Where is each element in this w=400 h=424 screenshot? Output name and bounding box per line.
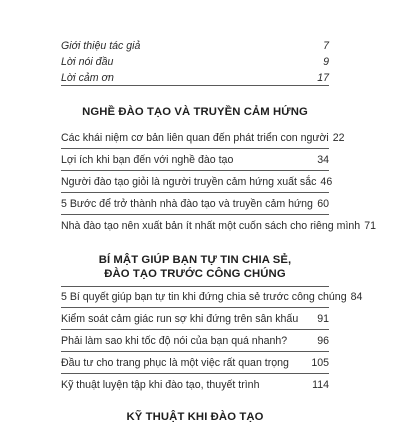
divider [61,192,329,193]
toc-entry-title: Phải làm sao khi tốc độ nói của bạn quá nhanh? [61,335,288,347]
toc-entry-page: 105 [311,357,329,369]
toc-entry [61,335,329,347]
toc-entry-title: Lời cảm ơn [61,72,114,84]
divider [61,373,329,374]
toc-section [61,410,329,424]
toc-entry-title: Các khái niệm cơ bản liên quan đến phát triển con người [61,132,329,144]
toc-entry [61,132,345,144]
divider [61,286,329,287]
toc-entry-page: 71 [364,220,376,232]
divider [61,307,329,308]
toc-entry-page: 22 [332,132,345,144]
toc-entry-title: 5 Bí quyết giúp bạn tự tin khi đứng chia sẻ trước công chúng [61,291,347,303]
intro-entries [61,40,329,86]
toc-entry-title: Đầu tư cho trang phục là một việc rất quan trọng [61,357,289,369]
toc-entry [61,379,329,391]
table-of-contents [61,40,376,424]
toc-entry-page: 84 [350,291,363,303]
toc-entry-page: 9 [323,56,329,68]
toc-entry-title: Lợi ích khi bạn đến với nghề đào tạo [61,154,234,166]
section-heading [61,410,329,424]
toc-section [61,253,363,391]
toc-entry-page: 91 [317,313,329,325]
section-heading-line: NGHỀ ĐÀO TẠO VÀ TRUYỀN CẢM HỨNG [82,106,308,118]
toc-entry [61,198,329,210]
section-heading-line: ĐÀO TẠO TRƯỚC CÔNG CHÚNG [104,268,286,280]
toc-entry-title: Kỹ thuật luyện tập khi đào tạo, thuyết trình [61,379,260,391]
toc-entry-title: Người đào tạo giỏi là người truyền cảm hứng xuất sắc [61,176,317,188]
toc-entry [61,154,329,166]
toc-entry [61,291,363,303]
divider [61,85,329,86]
toc-entry-page: 46 [320,176,333,188]
toc-entry [61,72,329,84]
toc-entry-page: 60 [317,198,329,210]
toc-entry-page: 114 [312,379,329,391]
toc-entry-title: Nhà đào tạo nên xuất bản ít nhất một cuốn sách cho riêng mình [61,220,361,232]
toc-entry [61,176,333,188]
section-heading [61,105,329,119]
section-heading-line: KỸ THUẬT KHI ĐÀO TẠO [126,411,264,423]
toc-entry-page: 34 [317,154,329,166]
section-heading-line: BÍ MẬT GIÚP BẠN TỰ TIN CHIA SẺ, [98,254,292,266]
toc-entry [61,56,329,68]
divider [61,329,329,330]
divider [61,170,329,171]
toc-entry-title: 5 Bước để trở thành nhà đào tạo và truyền cảm hứng [61,198,313,210]
divider [61,351,329,352]
toc-entry [61,357,329,369]
toc-entry [61,313,329,325]
toc-entry-title: Kiểm soát cảm giác run sợ khi đứng trên sân khấu [61,313,299,325]
toc-entry-page: 17 [317,72,329,84]
section-heading [61,253,329,281]
toc-entry [61,40,329,52]
toc-entry-title: Giới thiệu tác giả [61,40,141,52]
divider [61,214,329,215]
toc-entry [61,220,376,232]
toc-entry-title: Lời nói đầu [61,56,114,68]
toc-section [61,105,376,232]
toc-entry-page: 7 [323,40,329,52]
divider [61,148,329,149]
toc-entry-page: 96 [317,335,329,347]
